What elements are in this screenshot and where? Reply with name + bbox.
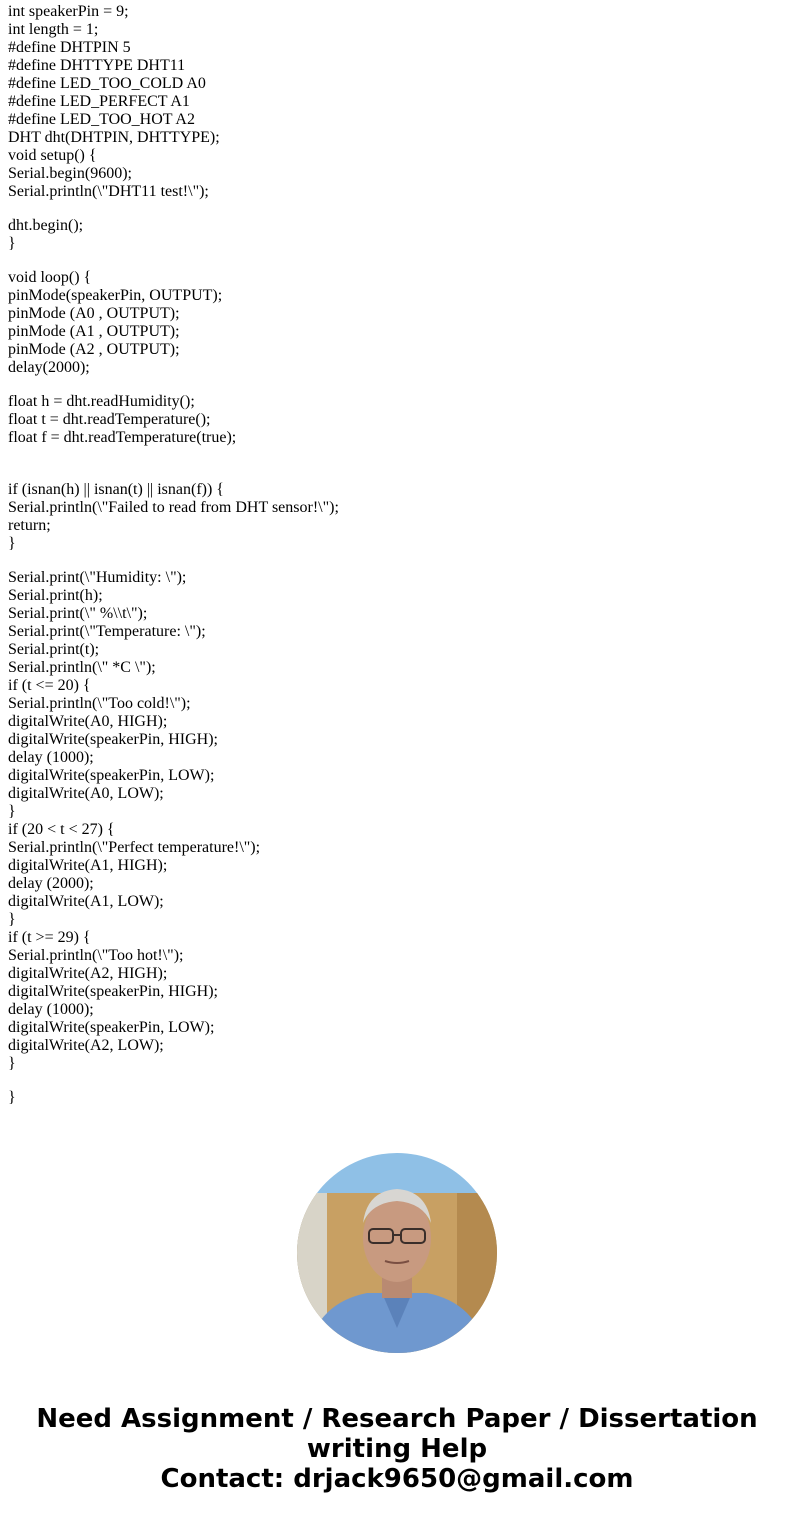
code-section-output-logic: [8, 569, 778, 1073]
code-line: Serial.println(\"Failed to read from DHT sensor!\");: [8, 499, 339, 516]
code-listing: [8, 3, 778, 1107]
avatar: [297, 1153, 497, 1353]
code-section-error-check: [8, 481, 778, 553]
code-line: digitalWrite(speakerPin, HIGH);: [8, 983, 218, 1000]
code-section-setup-end: [8, 217, 778, 253]
code-line: digitalWrite(speakerPin, LOW);: [8, 1019, 215, 1036]
code-line: Serial.print(\"Humidity: \");: [8, 569, 187, 586]
code-line: float t = dht.readTemperature();: [8, 411, 211, 428]
code-line: Serial.println(\"Perfect temperature!\");: [8, 839, 261, 856]
blank-line: [8, 553, 778, 569]
code-line: dht.begin();: [8, 217, 84, 234]
code-line: digitalWrite(A0, LOW);: [8, 785, 164, 802]
code-line: }: [8, 803, 16, 820]
blank-line: [8, 253, 778, 269]
code-line: pinMode (A1 , OUTPUT);: [8, 323, 180, 340]
code-line: void loop() {: [8, 269, 92, 286]
code-line: if (t <= 20) {: [8, 677, 91, 694]
code-line: Serial.println(\"Too cold!\");: [8, 695, 191, 712]
code-line: if (20 < t < 27) {: [8, 821, 115, 838]
code-line: pinMode(speakerPin, OUTPUT);: [8, 287, 223, 304]
code-line: digitalWrite(speakerPin, LOW);: [8, 767, 215, 784]
code-line: Serial.print(t);: [8, 641, 100, 658]
code-line: int speakerPin = 9;: [8, 3, 129, 20]
code-line: if (isnan(h) || isnan(t) || isnan(f)) {: [8, 481, 224, 498]
code-line: #define LED_PERFECT A1: [8, 93, 190, 110]
code-line: #define DHTPIN 5: [8, 39, 131, 56]
code-line: digitalWrite(A2, LOW);: [8, 1037, 164, 1054]
code-line: pinMode (A2 , OUTPUT);: [8, 341, 180, 358]
code-section-loop-start: [8, 269, 778, 377]
contact-banner: [0, 1404, 794, 1494]
blank-lines: [8, 447, 778, 481]
code-line: }: [8, 235, 16, 252]
code-line: #define DHTTYPE DHT11: [8, 57, 186, 74]
code-line: #define LED_TOO_COLD A0: [8, 75, 206, 92]
code-line: int length = 1;: [8, 21, 99, 38]
code-line: digitalWrite(A1, HIGH);: [8, 857, 168, 874]
code-line: Serial.println(\"Too hot!\");: [8, 947, 184, 964]
code-line: digitalWrite(A0, HIGH);: [8, 713, 168, 730]
code-line: digitalWrite(A1, LOW);: [8, 893, 164, 910]
code-line: void setup() {: [8, 147, 97, 164]
code-line: if (t >= 29) {: [8, 929, 91, 946]
code-line: Serial.begin(9600);: [8, 165, 132, 182]
code-line: Serial.println(\" *C \");: [8, 659, 156, 676]
code-line: Serial.print(\"Temperature: \");: [8, 623, 206, 640]
code-line: }: [8, 535, 16, 552]
code-line: digitalWrite(speakerPin, HIGH);: [8, 731, 218, 748]
code-line: digitalWrite(A2, HIGH);: [8, 965, 168, 982]
promo-subheadline: writing Help: [306, 1434, 488, 1464]
blank-line: [8, 377, 778, 393]
code-line: delay(2000);: [8, 359, 90, 376]
code-line: Serial.print(\" %\\t\");: [8, 605, 148, 622]
code-line: #define LED_TOO_HOT A2: [8, 111, 195, 128]
code-line: Serial.print(h);: [8, 587, 103, 604]
code-line: delay (2000);: [8, 875, 94, 892]
code-line: delay (1000);: [8, 1001, 94, 1018]
code-line: float f = dht.readTemperature(true);: [8, 429, 237, 446]
avatar-portrait-image: [297, 1153, 497, 1353]
code-line: }: [8, 911, 16, 928]
contact-email: Contact: drjack9650@gmail.com: [160, 1464, 634, 1494]
code-section-globals-setup: [8, 3, 778, 201]
code-line: }: [8, 1089, 16, 1106]
code-line: }: [8, 1055, 16, 1072]
promo-headline: Need Assignment / Research Paper / Dissertation: [36, 1404, 758, 1434]
code-line: DHT dht(DHTPIN, DHTTYPE);: [8, 129, 220, 146]
code-line: return;: [8, 517, 51, 534]
code-line: Serial.println(\"DHT11 test!\");: [8, 183, 209, 200]
code-section-sensor-read: [8, 393, 778, 447]
blank-line: [8, 1073, 778, 1089]
blank-line: [8, 201, 778, 217]
code-line: pinMode (A0 , OUTPUT);: [8, 305, 180, 322]
code-line: float h = dht.readHumidity();: [8, 393, 195, 410]
code-line: delay (1000);: [8, 749, 94, 766]
code-section-loop-end: [8, 1089, 778, 1107]
